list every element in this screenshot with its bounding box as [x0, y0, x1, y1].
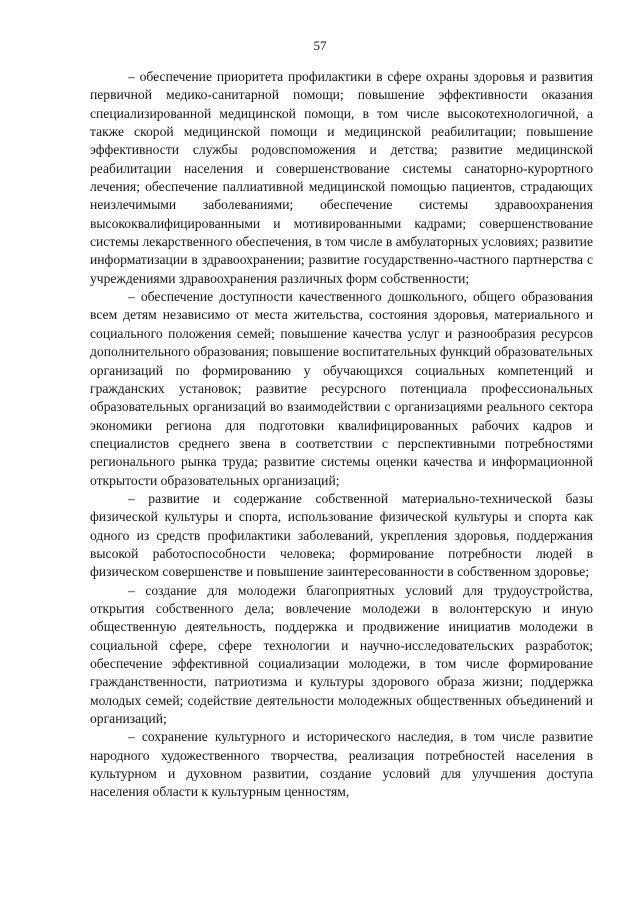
paragraph-healthcare: – обеспечение приоритета профилактики в сфере охраны здоровья и развития первичной медико-санитарной помощи; повышение эффективности оказания специализированной медицинской помощи, в том числе высокотехнологичной, а также скорой медицинской помощи и медицинской реабилитации; повышение эффективности службы родовспоможения и детства; развитие медицинской реабилитации населения и совершенствование системы санаторно-курортного лечения; обеспечение паллиативной медицинской помощью пациентов, страдающих неизлечимыми заболеваниями; обеспечение системы здравоохранения высококвалифицированными и мотивированными кадрами; совершенствование системы лекарственного обеспечения, в том числе в амбулаторных условиях; развитие информатизации в здравоохранении; развитие государственно-частного партнерства с учреждениями здравоохранения различных форм собственности;: [90, 69, 593, 286]
paragraph-youth: – создание для молодежи благоприятных условий для трудоустройства, открытия собственного дела; вовлечение молодежи в волонтерскую и иную общественную деятельность, поддержка и продвижение инициатив молодежи в социальной сфере, сфере технологии и научно-исследовательских разработок; обеспечение эффективной социализации молодежи, в том числе формирование гражданственности, патриотизма и культуры здорового образа жизни; поддержка молодых семей; содействие деятельности молодежных общественных объединений и организаций;: [90, 582, 593, 727]
body-text: [90, 68, 593, 802]
paragraph-culture: – сохранение культурного и исторического наследия, в том числе развитие народного художественного творчества, реализация потребностей населения в культурном и духовном развитии, создание условий для улучшения доступа населения области к культурным ценностям,: [90, 729, 593, 800]
paragraph-sport: – развитие и содержание собственной материально-технической базы физической культуры и спорта, использование физической культуры и спорта как одного из средств профилактики заболеваний, укрепления здоровья, поддержания высокой работоспособности человека; формирование потребности людей в физическом совершенстве и повышение заинтересованности в собственном здоровье;: [90, 490, 593, 580]
page-number: 57: [313, 38, 327, 53]
paragraph-education: – обеспечение доступности качественного дошкольного, общего образования всем детям независимо от места жительства, состояния здоровья, материального и социального положения семей; повышение качества услуг и разнообразия ресурсов дополнительного образования; повышение воспитательных функций образовательных организаций по формированию у обучающихся социальных компетенций и гражданских установок; развитие ресурсного потенциала профессиональных образовательных организаций во взаимодействии с организациями реального сектора экономики региона для подготовки квалифицированных рабочих кадров и специалистов среднего звена в соответствии с перспективными потребностями регионального рынка труда; развитие системы оценки качества и информационной открытости образовательных организаций;: [90, 289, 593, 488]
